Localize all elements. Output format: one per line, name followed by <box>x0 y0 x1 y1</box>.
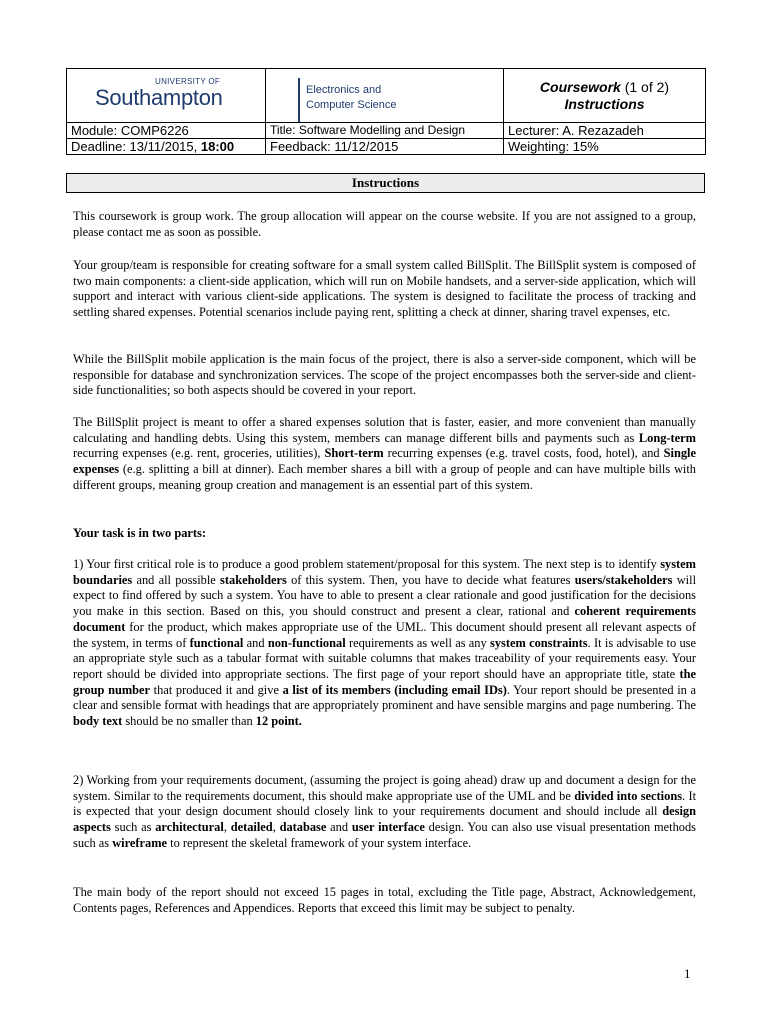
deadline-time: 18:00 <box>200 139 235 154</box>
department-logo <box>270 76 499 116</box>
department-logo-bar <box>298 78 300 122</box>
paragraph-project-purpose: The BillSplit project is meant to offer a shared expenses solution that is faster, easier, and more convenient than manually calculating and handling debts. Using this system, members can manage different bills and payments such as Long-term recurring expenses (e.g. rent, groceries, utilities), Short-term recurring expenses (e.g. travel costs, food, hotel), and Single expenses (e.g. splitting a bill at dinner). Each member shares a bill with a group of people and can have multiple bills with different groups, meaning group creation and management is an essential part of this system. <box>73 415 696 492</box>
title-cell: Title: Software Modelling and Design <box>266 123 504 139</box>
department-name-line2: Computer Science <box>306 98 397 111</box>
coursework-label: Coursework <box>539 78 621 95</box>
header-table <box>66 68 706 155</box>
university-logo-name: Southampton <box>95 84 223 110</box>
coursework-title-cell <box>504 69 706 123</box>
department-name-line1: Electronics and <box>306 83 382 96</box>
paragraph-part-one: 1) Your first critical role is to produce a good problem statement/proposal for this system. The next step is to identify system boundaries and all possible stakeholders of this system. Then, you have to decide what features users/stakeholders will expect to find offered by such a system. You have to able to present a clear rationale and good justification for the decisions you make in this section. Based on this, you should construct and present a clear, rational and coherent requirements document for the product, which makes appropriate use of the UML. This document should present all relevant aspects of the system, in terms of functional and non-functional requirements as well as any system constraints. It is advisable to use an appropriate style such as a tabular format with suitable columns that makes traceability of your requirements easy. Your report should be divided into appropriate sections. The first page of your report should have an appropriate title, state the group number that produced it and give a list of its members (including email IDs). Your report should be presented in a clear and sensible format with headings that are appropriately prominent and have sensible margins and page numbering. The body text should be no smaller than 12 point. <box>73 557 697 729</box>
paragraph-part-two: 2) Working from your requirements document, (assuming the project is going ahead) draw up and document a design for the system. Similar to the requirements document, this should make appropriate use of the UML and be divided into sections. It is expected that your design document should closely link to your requirements document and should include all design aspects such as architectural, detailed, database and user interface design. You can also use visual presentation methods such as wireframe to represent the skeletal framework of your system interface. <box>73 773 697 850</box>
task-heading: Your task is in two parts: <box>73 526 206 540</box>
paragraph-page-limit: The main body of the report should not exceed 15 pages in total, excluding the Title page, Abstract, Acknowledgement, Contents pages, References and Appendices. Reports that exceed this limit may be subject to penalty. <box>73 885 696 915</box>
section-heading: Instructions <box>66 173 705 193</box>
university-logo <box>71 76 261 116</box>
paragraph-server-side: While the BillSplit mobile application is the main focus of the project, there is also a server-side component, which will be responsible for database and synchronization services. The scope of the project encompasses both the server-side and client-side functionalities; so both aspects should be covered in your report. <box>73 352 696 398</box>
page-number: 1 <box>684 966 691 981</box>
paragraph-billsplit-overview: Your group/team is responsible for creating software for a small system called BillSplit. The BillSplit system is composed of two main components: a client-side application, which will run on Mobile handsets, and a server-side application, which will support and interact with various client-side applications. The system is designed to facilitate the process of tracking and settling shared expenses. Potential scenarios include paying rent, splitting a check at dinner, sharing travel expenses, etc. <box>73 258 696 320</box>
university-logo-small-text: UNIVERSITY OF <box>155 76 221 86</box>
university-logo-cell <box>67 69 266 123</box>
feedback-cell: Feedback: 11/12/2015 <box>266 139 504 155</box>
weighting-cell: Weighting: 15% <box>504 139 706 155</box>
module-cell: Module: COMP6226 <box>67 123 266 139</box>
lecturer-cell: Lecturer: A. Rezazadeh <box>504 123 706 139</box>
coursework-subtitle: Instructions <box>564 95 645 112</box>
deadline-cell <box>67 139 266 155</box>
coursework-count: (1 of 2) <box>624 78 670 95</box>
deadline-date: Deadline: 13/11/2015, <box>71 139 201 154</box>
department-logo-cell <box>266 69 504 123</box>
paragraph-group-work: This coursework is group work. The group allocation will appear on the course website. If you are not assigned to a group, please contact me as soon as possible. <box>73 209 696 239</box>
